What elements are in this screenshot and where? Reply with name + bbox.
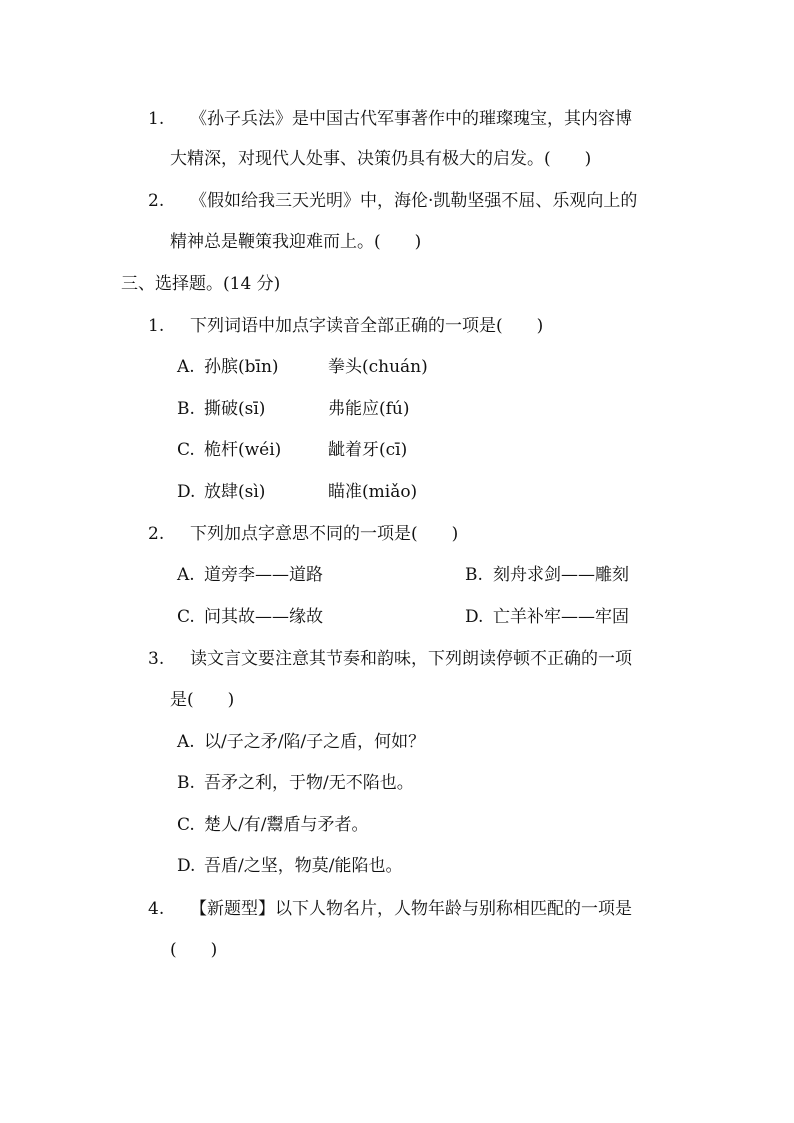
option-a-label: A. (177, 357, 195, 377)
option-b-first: 撕破(sī) (204, 399, 266, 419)
option-c-label: C. (177, 440, 195, 460)
question-3-number: 3. (148, 649, 165, 669)
q3-option-d-label: D. (177, 856, 196, 876)
q3-option-d-text: 吾盾/之坚，物莫/能陷也。 (204, 856, 403, 876)
q3-option-a-label: A. (177, 732, 195, 752)
q2-option-b-text: 刻舟求剑——雕刻 (493, 565, 629, 585)
q2-option-a-text: 道旁李——道路 (204, 565, 323, 585)
question-4-stem-line2: ( ) (170, 940, 218, 960)
question-2-stem: 下列加点字意思不同的一项是( ) (190, 524, 459, 544)
q3-option-c-label: C. (177, 815, 195, 835)
option-b-label: B. (177, 399, 195, 419)
question-1-stem: 下列词语中加点字读音全部正确的一项是( ) (190, 316, 544, 336)
question-4-number: 4. (148, 899, 165, 919)
judgement-2-line1: 《假如给我三天光明》中，海伦·凯勒坚强不屈、乐观向上的 (190, 191, 638, 211)
question-3-stem-line2: 是( ) (170, 690, 235, 710)
option-b-second: 弗能应(fú) (328, 399, 410, 419)
option-d-label: D. (177, 482, 196, 502)
question-1-number: 1. (148, 316, 165, 336)
option-d-second: 瞄准(miǎo) (328, 482, 418, 502)
q3-option-c-text: 楚人/有/鬻盾与矛者。 (204, 815, 369, 835)
judgement-1-number: 1. (148, 109, 165, 129)
question-4-stem-line1: 【新题型】以下人物名片，人物年龄与别称相匹配的一项是 (190, 899, 632, 919)
q2-option-d-text: 亡羊补牢——牢固 (493, 607, 629, 627)
section-heading: 三、选择题。(14 分) (121, 274, 281, 294)
judgement-1-line2: 大精深，对现代人处事、决策仍具有极大的启发。( ) (170, 149, 592, 169)
judgement-2-line2: 精神总是鞭策我迎难而上。( ) (170, 232, 422, 252)
judgement-1-line1: 《孙子兵法》是中国古代军事著作中的璀璨瑰宝，其内容博 (190, 109, 632, 129)
q2-option-d-label: D. (465, 607, 484, 627)
q2-option-c-text: 问其故——缘故 (204, 607, 323, 627)
q3-option-b-text: 吾矛之利，于物/无不陷也。 (204, 773, 414, 793)
judgement-2-number: 2. (148, 191, 165, 211)
q2-option-b-label: B. (465, 565, 483, 585)
q3-option-b-label: B. (177, 773, 195, 793)
q2-option-c-label: C. (177, 607, 195, 627)
question-2-number: 2. (148, 524, 165, 544)
q2-option-a-label: A. (177, 565, 195, 585)
option-a-first: 孙膑(bīn) (204, 357, 279, 377)
question-3-stem-line1: 读文言文要注意其节奏和韵味，下列朗读停顿不正确的一项 (190, 649, 632, 669)
option-d-first: 放肆(sì) (204, 482, 266, 502)
q3-option-a-text: 以/子之矛/陷/子之盾，何如？ (204, 732, 426, 752)
option-c-second: 龇着牙(cī) (328, 440, 408, 460)
option-c-first: 桅杆(wéi) (204, 440, 282, 460)
option-a-second: 拳头(chuán) (328, 357, 428, 377)
